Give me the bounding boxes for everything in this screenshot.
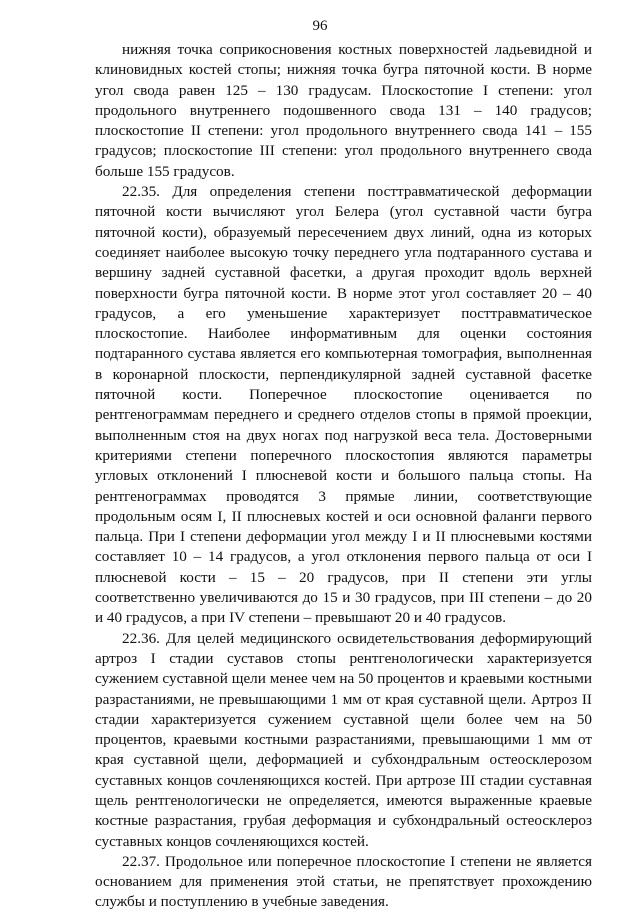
paragraph-22-36: 22.36. Для целей медицинского освидетельствования деформирующий артроз I стадии суставов стопы рентгенологически характеризуется сужением суставной щели менее чем на 50 процентов и краевыми костными разрастаниями, не превышающими 1 мм от края суставной щели. Артроз II стадии характеризуется сужением суставной щели более чем на 50 процентов, краевыми костными разрастаниями, превышающими 1 мм от края суставной щели, деформацией и субхондральным остеосклерозом суставных концов сочленяющихся костей. При артрозе III стадии суставная щель рентгенологически не определяется, имеются выраженные краевые костные разрастания, грубая деформация и субхондральный остеосклероз суставных концов сочленяющихся костей. (95, 629, 592, 850)
document-body (95, 40, 592, 913)
paragraph-22-37: 22.37. Продольное или поперечное плоскостопие I степени не является основанием для применения этой статьи, не препятствует прохождению службы и поступлению в учебные заведения. (95, 852, 592, 911)
paragraph-continuation: нижняя точка соприкосновения костных поверхностей ладьевидной и клиновидных костей стопы; нижняя точка бугра пяточной кости. В норме угол свода равен 125 – 130 градусам. Плоскостопие I степени: угол продольного внутреннего подошвенного свода 131 – 140 градусов; плоскостопие II степени: угол продольного внутреннего свода 141 – 155 градусов; плоскостопие III степени: угол продольного внутреннего свода больше 155 градусов. (95, 41, 592, 180)
paragraph-22-35: 22.35. Для определения степени посттравматической деформации пяточной кости вычисляют угол Белера (угол суставной части бугра пяточной кости), образуемый пересечением двух линий, одна из которых соединяет наиболее высокую точку переднего угла подтаранного сустава и вершину задней суставной фасетки, а другая проходит вдоль верхней поверхности бугра пяточной кости. В норме этот угол составляет 20 – 40 градусов, а его уменьшение характеризует посттравматическое плоскостопие. Наиболее информативным для оценки состояния подтаранного сустава является его компьютерная томография, выполненная в коронарной плоскости, перпендикулярной задней суставной фасетке пяточной кости. Поперечное плоскостопие оценивается по рентгенограммам переднего и среднего отделов стопы в прямой проекции, выполненным стоя на двух ногах под нагрузкой веса тела. Достоверными критериями степени поперечного плоскостопия являются параметры угловых отклонений I плюсневой кости и большого пальца стопы. На рентгенограммах проводятся 3 прямые линии, соответствующие продольным осям I, II плюсневых костей и оси основной фаланги первого пальца. При I степени деформации угол между I и II плюсневыми костями составляет 10 – 14 градусов, а угол отклонения первого пальца от оси I плюсневой кости – 15 – 20 градусов, при II степени эти углы соответственно увеличиваются до 15 и 30 градусов, при III степени – до 20 и 40 градусов, а при IV степени – превышают 20 и 40 градусов. (95, 183, 592, 627)
page-number: 96 (312, 18, 328, 34)
